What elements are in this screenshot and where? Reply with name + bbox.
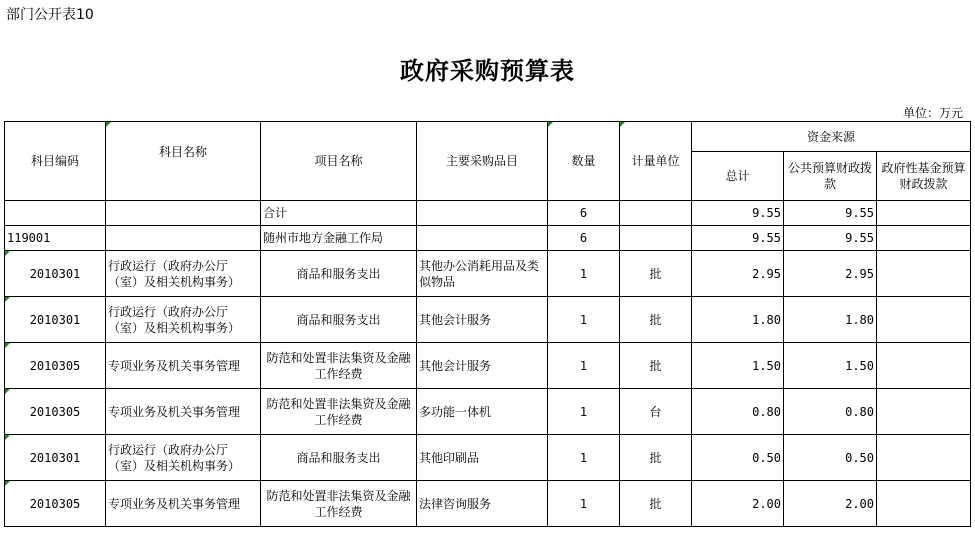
row-subject: 行政运行（政府办公厅（室）及相关机构事务） xyxy=(106,251,261,297)
row-fund xyxy=(877,481,971,527)
row-total: 1.80 xyxy=(692,297,784,343)
row-project: 商品和服务支出 xyxy=(261,297,417,343)
header-project: 项目名称 xyxy=(261,122,417,201)
row-code: 2010305 xyxy=(5,343,106,389)
row-item: 其他会计服务 xyxy=(417,297,548,343)
row-code: 2010301 xyxy=(5,435,106,481)
dept-row xyxy=(5,226,971,251)
summary-row xyxy=(5,201,971,226)
row-public: 2.95 xyxy=(784,251,877,297)
procurement-budget-table xyxy=(4,121,971,527)
row-item: 其他办公消耗用品及类似物品 xyxy=(417,251,548,297)
header-total: 总计 xyxy=(692,152,784,201)
summary-label: 合计 xyxy=(261,201,417,226)
row-subject: 行政运行（政府办公厅（室）及相关机构事务） xyxy=(106,297,261,343)
row-qty: 1 xyxy=(548,389,620,435)
header-fund: 政府性基金预算财政拨款 xyxy=(877,152,971,201)
header-item: 主要采购品目 xyxy=(417,122,548,201)
row-code: 2010305 xyxy=(5,389,106,435)
row-subject: 专项业务及机关事务管理 xyxy=(106,389,261,435)
row-fund xyxy=(877,389,971,435)
table-row xyxy=(5,435,971,481)
document-label: 部门公开表10 xyxy=(6,7,94,23)
row-subject: 专项业务及机关事务管理 xyxy=(106,343,261,389)
row-unit: 台 xyxy=(620,389,692,435)
row-total: 2.00 xyxy=(692,481,784,527)
row-unit: 批 xyxy=(620,343,692,389)
row-total: 0.80 xyxy=(692,389,784,435)
row-item: 其他印刷品 xyxy=(417,435,548,481)
unit-label: 单位：万元 xyxy=(903,106,964,120)
row-fund xyxy=(877,435,971,481)
row-public: 0.80 xyxy=(784,389,877,435)
row-qty: 1 xyxy=(548,297,620,343)
dept-code: 119001 xyxy=(5,226,106,251)
row-fund xyxy=(877,251,971,297)
summary-qty: 6 xyxy=(548,201,620,226)
row-unit: 批 xyxy=(620,297,692,343)
row-qty: 1 xyxy=(548,343,620,389)
row-public: 2.00 xyxy=(784,481,877,527)
row-item: 法律咨询服务 xyxy=(417,481,548,527)
dept-public: 9.55 xyxy=(784,226,877,251)
row-unit: 批 xyxy=(620,481,692,527)
row-project: 商品和服务支出 xyxy=(261,435,417,481)
table-row xyxy=(5,389,971,435)
row-project: 防范和处置非法集资及金融工作经费 xyxy=(261,481,417,527)
page-title: 政府采购预算表 xyxy=(400,56,575,85)
dept-total: 9.55 xyxy=(692,226,784,251)
header-funds: 资金来源 xyxy=(692,122,971,152)
row-item: 多功能一体机 xyxy=(417,389,548,435)
table-row xyxy=(5,297,971,343)
row-project: 防范和处置非法集资及金融工作经费 xyxy=(261,343,417,389)
table-row xyxy=(5,343,971,389)
summary-total: 9.55 xyxy=(692,201,784,226)
row-qty: 1 xyxy=(548,435,620,481)
header-qty: 数量 xyxy=(548,122,620,201)
row-total: 2.95 xyxy=(692,251,784,297)
header-subject: 科目名称 xyxy=(106,122,261,201)
row-total: 1.50 xyxy=(692,343,784,389)
row-code: 2010301 xyxy=(5,251,106,297)
row-project: 商品和服务支出 xyxy=(261,251,417,297)
dept-qty: 6 xyxy=(548,226,620,251)
header-unit: 计量单位 xyxy=(620,122,692,201)
table-row xyxy=(5,481,971,527)
row-project: 防范和处置非法集资及金融工作经费 xyxy=(261,389,417,435)
row-unit: 批 xyxy=(620,435,692,481)
row-qty: 1 xyxy=(548,481,620,527)
row-public: 1.80 xyxy=(784,297,877,343)
row-code: 2010305 xyxy=(5,481,106,527)
row-qty: 1 xyxy=(548,251,620,297)
summary-public: 9.55 xyxy=(784,201,877,226)
row-subject: 专项业务及机关事务管理 xyxy=(106,481,261,527)
row-public: 0.50 xyxy=(784,435,877,481)
dept-name: 随州市地方金融工作局 xyxy=(261,226,417,251)
table-row xyxy=(5,251,971,297)
header-row-top xyxy=(5,122,971,152)
header-code: 科目编码 xyxy=(5,122,106,201)
row-subject: 行政运行（政府办公厅（室）及相关机构事务） xyxy=(106,435,261,481)
row-total: 0.50 xyxy=(692,435,784,481)
row-unit: 批 xyxy=(620,251,692,297)
row-public: 1.50 xyxy=(784,343,877,389)
header-public: 公共预算财政拨款 xyxy=(784,152,877,201)
row-fund xyxy=(877,297,971,343)
row-item: 其他会计服务 xyxy=(417,343,548,389)
row-fund xyxy=(877,343,971,389)
row-code: 2010301 xyxy=(5,297,106,343)
